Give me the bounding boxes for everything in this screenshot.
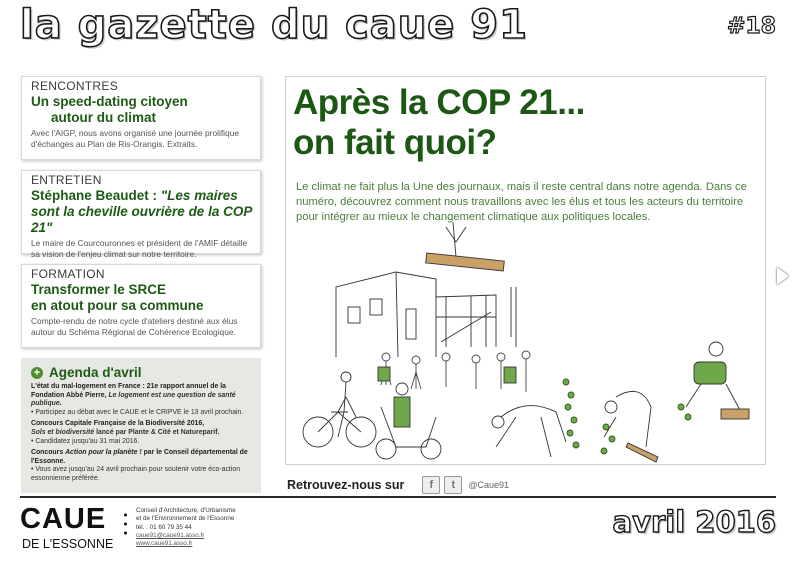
website-link[interactable]: www.caue91.asso.fr [136,540,193,548]
article-card-rencontres[interactable] [21,76,261,160]
next-page-arrow-icon[interactable] [777,267,789,285]
card-kicker: RENCONTRES [31,79,119,93]
agenda-item[interactable]: Concours Capitale Française de la Biodiversité 2016, Sols et biodiversité lancé par Plante & Cité et Natureparif. • Candidatez jusqu'au 31 mai 2016. [31,420,220,445]
agenda-item[interactable]: L'état du mal-logement en France : 21e rapport annuel de la Fondation Abbé Pierre, Le logement est une question de santé publique. • Participez au débat avec le CAUE et le CRIPVE le 13 avril prochain. [31,383,244,416]
plus-icon[interactable]: + [31,367,43,379]
social-follow [287,476,509,494]
agenda-panel [21,358,261,493]
masthead-title: la gazette du caue 91 [20,2,528,48]
twitter-handle[interactable]: @Caue91 [468,480,510,490]
article-card-formation[interactable] [21,264,261,348]
feature-headline: Après la COP 21... on fait quoi? [293,83,585,162]
issue-number: #18 [726,14,776,39]
card-description: Le maire de Courcouronnes et président de l'AMIF détaille sa vision de l'enjeu climat sur notre territoire. [31,238,248,259]
card-kicker: FORMATION [31,267,105,281]
email-link[interactable]: caue91@caue91.asso.fr [136,531,205,539]
card-description: Compte-rendu de notre cycle d'ateliers destiné aux élus autour du Schéma Régional de Cohérence Ecologique. [31,316,238,337]
urban-gardening-illustration [286,217,765,464]
follow-label: Retrouvez-nous sur [287,478,405,492]
agenda-title: Agenda d'avril [49,365,142,380]
card-title: Un speed-dating citoyen autour du climat [31,94,188,125]
card-title: Stéphane Beaudet : "Les maires sont la cheville ouvrière de la COP 21" [31,188,252,235]
issue-date: avril 2016 [612,505,776,539]
feature-lede: Le climat ne fait plus la Une des journaux, mais il reste central dans notre agenda. Dans ce numéro, découvrez comment nous travaillons avec les élus et tous les acteurs du territoire pour intégrer au mieux le changement climatique aux politiques locales. [296,181,747,223]
caue-logo-subtitle: DE L'ESSONNE [22,537,114,551]
card-title: Transformer le SRCE en atout pour sa commune [31,282,204,313]
article-card-entretien[interactable] [21,170,261,259]
card-kicker: ENTRETIEN [31,173,102,187]
twitter-icon[interactable]: t [444,476,462,494]
agenda-item[interactable]: Concours Action pour la planète ! par le Conseil départemental de l'Essonne. • Vous avez jusqu'au 24 avril prochain pour soutenir votre éco-action essonnienne préférée. [31,449,248,482]
caue-logo: CAUE [20,503,107,535]
contact-block: Conseil d'Architecture, d'Urbanisme et de l'Environnement de l'Essonne tél. : 01 60 79 35 44 caue91@caue91.asso.fr www.caue91.asso.fr [136,507,236,548]
footer-divider [20,496,776,498]
logo-dots [124,509,127,549]
feature-article[interactable] [285,76,766,465]
facebook-icon[interactable]: f [422,476,440,494]
card-description: Avec l'AIGP, nous avons organisé une journée prolifique d'échanges au Plan de Ris-Orangis. Extraits. [31,128,240,149]
